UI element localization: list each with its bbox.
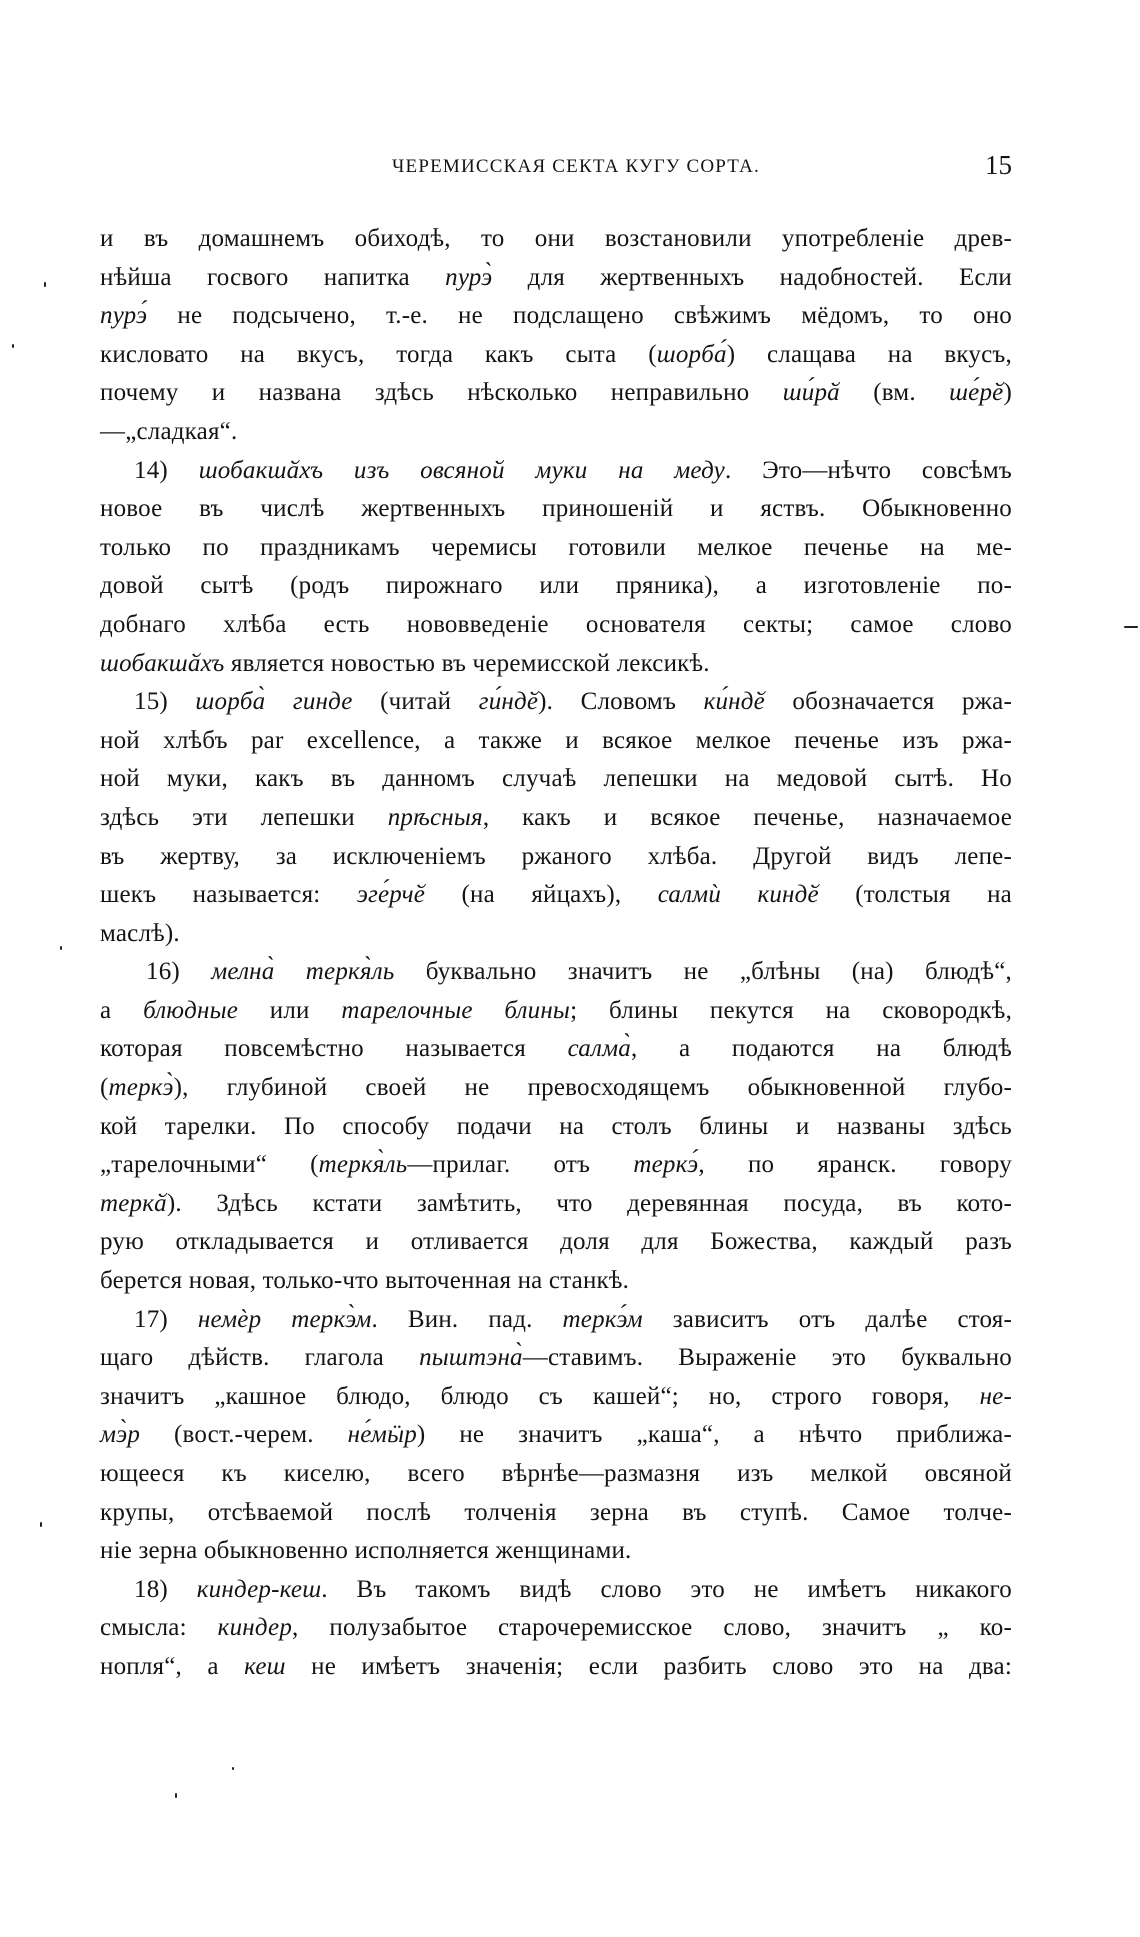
italic-term: пыштэна̀ [419, 1344, 523, 1372]
text-run: —прилаг. отъ [407, 1151, 634, 1179]
scan-speck [232, 1767, 234, 1770]
text-run: (вост.-черем. [140, 1421, 348, 1449]
italic-term: теркэ́м [562, 1305, 643, 1333]
text-run: крупы, отсѣваемой послѣ толченія зерна въ ступѣ. Самое толче- [100, 1498, 1012, 1526]
italic-term: теркэ̀ [108, 1074, 174, 1102]
text-line [100, 606, 1012, 645]
italic-term: мэ̀р [100, 1421, 141, 1449]
text-run: маслѣ). [100, 919, 180, 947]
text-run: щаго дѣйств. глагола [100, 1344, 420, 1372]
text-line [100, 915, 1012, 954]
text-line [100, 1185, 1012, 1224]
text-run: . Въ такомъ видѣ слово это не имѣетъ никакого [321, 1575, 1012, 1603]
text-line [100, 1223, 1012, 1262]
running-title: ЧЕРЕМИССКАЯ СЕКТА КУГУ СОРТА. [391, 156, 761, 177]
text-run: довой сытѣ (родъ пирожнаго или пряника), а изготовленіе по- [100, 572, 1012, 600]
text-line [100, 336, 1012, 375]
text-run: новое въ числѣ жертвенныхъ приношеній и яствъ. Обыкновенно [100, 495, 1012, 523]
text-line [100, 1455, 1012, 1494]
italic-term: киндер [217, 1614, 293, 1642]
text-run: не имѣетъ значенія; если разбить слово это на два: [285, 1652, 1012, 1680]
text-line [100, 220, 1012, 259]
italic-term: не́мӹр [347, 1421, 417, 1449]
text-run: кой тарелки. По способу подачи на столъ блины и названы здѣсь [100, 1112, 1012, 1140]
italic-term: эге́рчӗ [356, 881, 426, 909]
text-line [100, 722, 1012, 761]
italic-term: мелна̀ теркя̀ль [211, 958, 395, 986]
text-line [100, 1069, 1012, 1108]
text-run: которая повсемѣстно называется [100, 1035, 568, 1063]
text-run: въ жертву, за исключеніемъ ржаного хлѣба. Другой видъ лепе- [100, 842, 1012, 870]
text-run: ) слащава на вкусъ, [726, 340, 1012, 368]
italic-term: немѐр теркэ̀м [197, 1305, 372, 1333]
italic-term: теркӑ [100, 1189, 167, 1217]
text-run: ной хлѣбъ par excellence, а также и всякое мелкое печенье изъ ржа- [100, 726, 1012, 754]
text-run: —„сладкая“. [100, 417, 238, 445]
text-run: ющееся къ киселю, всего вѣрнѣе—размазня изъ мелкой овсяной [100, 1460, 1012, 1487]
text-run: шекъ называется: [100, 881, 357, 909]
italic-term: блюдные [143, 996, 239, 1024]
text-run: не подсычено, т.-е. не подслащено свѣжимъ мёдомъ, то оно [147, 302, 1012, 330]
text-line [100, 760, 1012, 799]
text-line [100, 645, 1012, 684]
italic-term: ги́ндӗ [478, 688, 539, 716]
text-run: 18) [134, 1575, 197, 1603]
text-line [100, 1301, 1012, 1340]
text-run: (на яйцахъ), [425, 881, 658, 909]
text-run: ). Словомъ [538, 688, 704, 716]
text-line [100, 1609, 1012, 1648]
text-line [100, 413, 1012, 452]
text-run: для жертвенныхъ надобностей. Если [492, 263, 1012, 291]
text-line [100, 529, 1012, 568]
text-run: , какъ и всякое печенье, назначаемое [482, 803, 1013, 831]
text-line [100, 1416, 1012, 1455]
text-run: зависитъ отъ далѣе стоя- [642, 1305, 1012, 1333]
scan-speck [40, 1522, 42, 1527]
text-run: или [238, 996, 342, 1024]
text-run: , по яранск. говору [698, 1151, 1013, 1179]
text-line [100, 297, 1012, 336]
text-run: . Это—нѣчто совсѣмъ [724, 456, 1012, 484]
text-run: обозначается ржа- [764, 688, 1012, 716]
text-line [100, 1648, 1012, 1687]
italic-term: кеш [244, 1652, 286, 1680]
italic-term: прѣсныя [387, 803, 483, 831]
text-line [100, 1030, 1012, 1069]
text-run: и въ домашнемъ обиходѣ, то они возстановили употребленіе древ- [100, 225, 1012, 252]
text-line [100, 567, 1012, 606]
text-run: 16) [146, 958, 212, 986]
italic-term: ше́рӗ [949, 379, 1004, 407]
text-line [100, 1262, 1012, 1301]
scan-speck [175, 1793, 177, 1798]
text-run: ), глубиной своей не превосходящемъ обыкновенной глубо- [173, 1074, 1012, 1102]
text-run: рую откладывается и отливается доля для Божества, каждый разъ [100, 1228, 1012, 1256]
text-line [100, 876, 1012, 915]
text-run: (толстыя на [818, 881, 1012, 909]
text-run: ( [100, 1074, 109, 1102]
running-head [100, 150, 1012, 190]
text-run: ). Здѣсь кстати замѣтить, что деревянная посуда, въ кото- [166, 1189, 1012, 1217]
text-run: смысла: [100, 1614, 218, 1642]
text-line [100, 259, 1012, 298]
italic-term: салмѝ киндӗ [657, 881, 819, 909]
italic-term: шобакшӑхъ изъ овсяной муки на меду [198, 456, 725, 484]
text-line [100, 452, 1012, 491]
scan-speck [60, 946, 62, 950]
text-run: —ставимъ. Выраженіе это буквально [522, 1344, 1012, 1372]
text-run: ) [1003, 379, 1012, 407]
italic-term: ки́ндӗ [703, 688, 765, 716]
scan-speck [1124, 626, 1138, 628]
text-run: добнаго хлѣба есть нововведеніе основателя секты; самое слово [100, 610, 1012, 638]
text-line [100, 1571, 1012, 1610]
text-run: ) не значитъ „каша“, а нѣчто приближа- [416, 1421, 1012, 1449]
text-line [100, 1339, 1012, 1378]
text-line [100, 953, 1012, 992]
italic-term: салма̀ [567, 1035, 631, 1063]
text-run: (вм. [839, 379, 950, 407]
text-run: нопля“, а [100, 1652, 245, 1680]
scan-speck [12, 344, 14, 348]
text-line [100, 838, 1012, 877]
text-run: буквально значитъ не „блѣны (на) блюдѣ“, [394, 958, 1012, 986]
text-run: . Вин. пад. [371, 1305, 563, 1333]
italic-term: тарелочные блины [341, 996, 571, 1024]
text-line [100, 1494, 1012, 1533]
text-run: нѣйша госвого напитка [100, 263, 446, 291]
italic-term: шорба̀ гинде [195, 688, 353, 716]
text-run: почему и названа здѣсь нѣсколько неправильно [100, 379, 783, 407]
text-line [100, 1532, 1012, 1571]
text-run: ніе зерна обыкновенно исполняется женщинами. [100, 1537, 632, 1565]
text-run: только по праздникамъ черемисы готовили мелкое печенье на ме- [100, 533, 1012, 561]
text-run: ной муки, какъ въ данномъ случаѣ лепешки на медовой сытѣ. Но [100, 765, 1012, 793]
text-line [100, 1146, 1012, 1185]
text-run: берется новая, только-что выточенная на станкѣ. [100, 1267, 630, 1295]
text-run: , а подаются на блюдѣ [630, 1035, 1012, 1063]
italic-term: шорба́ [656, 340, 727, 368]
italic-term: не- [979, 1382, 1012, 1410]
text-run: кисловато на вкусъ, тогда какъ сыта ( [100, 340, 657, 368]
body-text [100, 220, 1012, 1687]
text-run: 15) [134, 688, 196, 716]
text-run: ; блины пекутся на сковородкѣ, [570, 996, 1013, 1024]
text-run: является новостью въ черемисской лексикѣ. [224, 649, 710, 677]
italic-term: пурэ̀ [445, 263, 493, 291]
text-line [100, 1108, 1012, 1147]
text-run: 14) [134, 456, 199, 484]
text-run: , полузабытое старочеремисское слово, значитъ „ ко- [292, 1614, 1012, 1642]
text-run: значитъ „кашное блюдо, блюдо съ кашей“; но, строго говоря, [100, 1382, 980, 1410]
italic-term: теркя̀ль [318, 1151, 408, 1179]
scan-speck [44, 282, 46, 287]
italic-term: киндер-кеш [196, 1575, 322, 1603]
text-line [100, 992, 1012, 1031]
text-line [100, 490, 1012, 529]
italic-term: теркэ́ [633, 1151, 699, 1179]
italic-term: ши́рӑ [782, 379, 840, 407]
text-line [100, 374, 1012, 413]
text-run: здѣсь эти лепешки [100, 803, 388, 831]
text-run: (читай [352, 688, 479, 716]
italic-term: пурэ́ [100, 302, 148, 330]
text-line [100, 683, 1012, 722]
text-line [100, 799, 1012, 838]
italic-term: шобакшӑхъ [100, 649, 225, 677]
text-run: а [100, 996, 144, 1024]
text-line [100, 1378, 1012, 1417]
page-number: 15 [985, 150, 1012, 180]
text-run: „тарелочными“ ( [100, 1151, 319, 1179]
text-run: 17) [134, 1305, 198, 1333]
